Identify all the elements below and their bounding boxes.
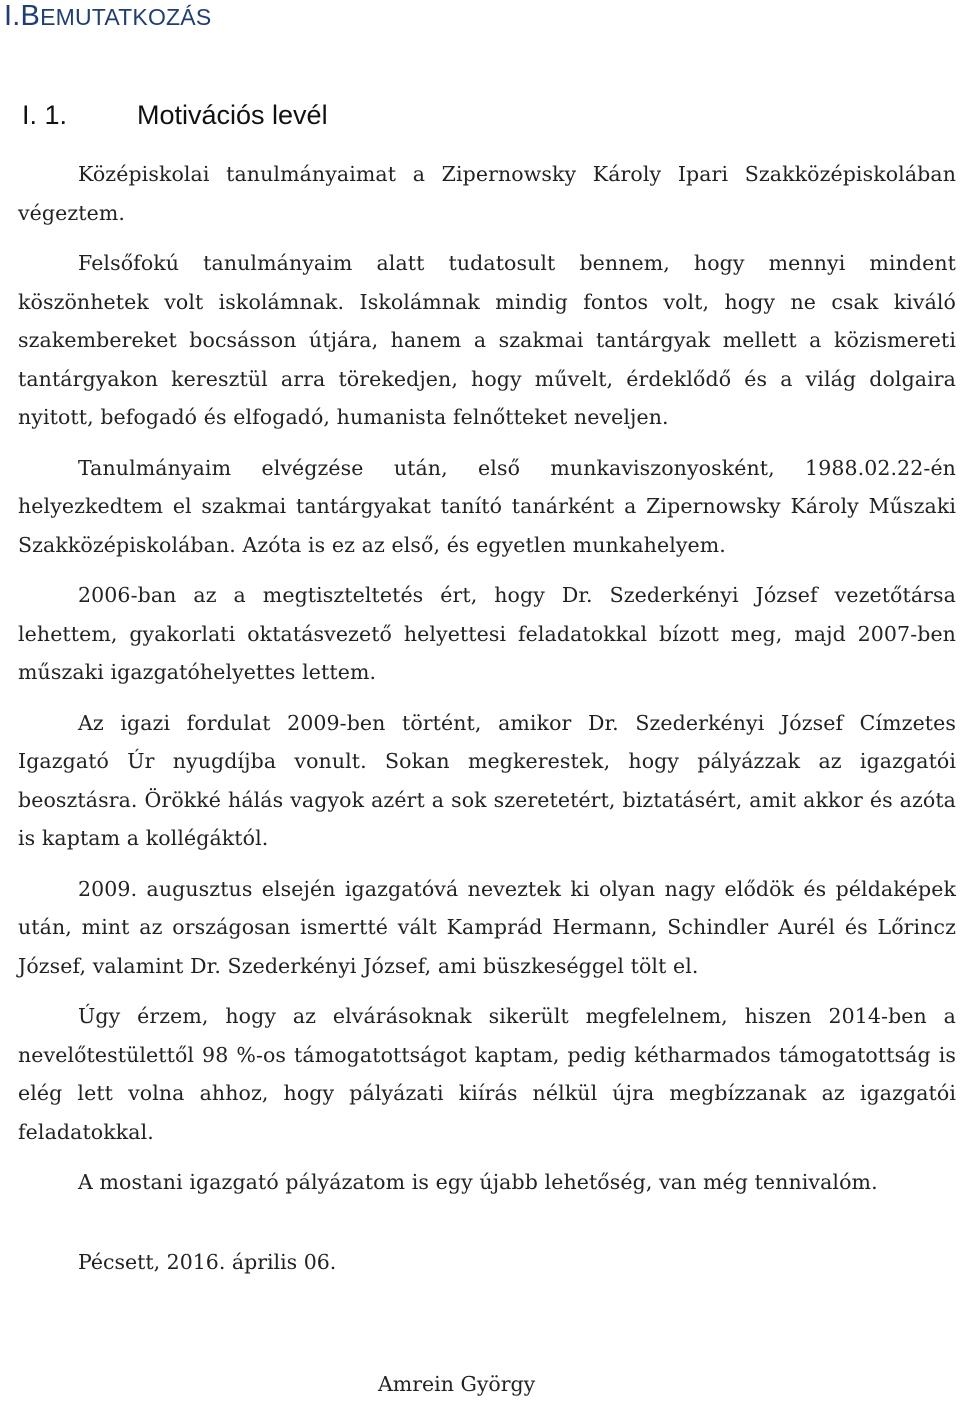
chapter-title-rest: EMUTATKOZÁS <box>40 4 212 30</box>
paragraph: Középiskolai tanulmányaimat a Zipernowsky Károly Ipari Szakközépiskolában végeztem. <box>18 162 956 225</box>
signature: Amrein György <box>378 1372 536 1396</box>
chapter-title <box>4 0 211 33</box>
chapter-number: I. <box>4 0 21 32</box>
letter-body <box>18 155 956 1214</box>
paragraph: 2006-ban az a megtiszteltetés ért, hogy Dr. Szederkényi József vezetőtársa lehettem, gyakorlati oktatásvezető helyettesi feladatokkal bízott meg, majd 2007-ben műszaki igazgatóhelyettes lettem. <box>18 583 956 684</box>
chapter-title-initial: B <box>20 0 41 32</box>
date-line: Pécsett, 2016. április 06. <box>78 1250 337 1274</box>
paragraph: Tanulmányaim elvégzése után, első munkaviszonyosként, 1988.02.22-én helyezkedtem el szakmai tantárgyakat tanító tanárként a Zipernowsky Károly Műszaki Szakközépiskolában. Azóta is ez az első, és egyetlen munkahelyem. <box>18 455 956 557</box>
section-number: I. 1. <box>22 100 68 130</box>
paragraph: 2009. augusztus elsején igazgatóvá neveztek ki olyan nagy elődök és példaképek után, mint az országosan ismertté vált Kamprád Hermann, Schindler Aurél és Lőrincz József, valamint Dr. Szederkényi József, ami büszkeséggel tölt el. <box>18 876 956 978</box>
section-heading <box>22 100 328 131</box>
section-title: Motivációs levél <box>137 100 328 130</box>
paragraph: A mostani igazgató pályázatom is egy újabb lehetőség, van még tennivalóm. <box>78 1170 878 1194</box>
paragraph: Felsőfokú tanulmányaim alatt tudatosult bennem, hogy mennyi mindent köszönhetek volt iskolámnak. Iskolámnak mindig fontos volt, hogy ne csak kiváló szakembereket bocsásson útjára, hanem a szakmai tantárgyak mellett a közismereti tantárgyakon keresztül arra törekedjen, hogy művelt, érdeklődő és a világ dolgaira nyitott, befogadó és elfogadó, humanista felnőtteket neveljen. <box>18 251 956 429</box>
paragraph: Úgy érzem, hogy az elvárásoknak sikerült megfelelnem, hiszen 2014-ben a nevelőtestülettől 98 %-os támogatottságot kaptam, pedig kétharmados támogatottság is elég lett volna ahhoz, hogy pályázati kiírás nélkül újra megbízzanak az igazgatói feladatokkal. <box>18 1004 956 1144</box>
paragraph: Az igazi fordulat 2009-ben történt, amikor Dr. Szederkényi József Címzetes Igazgató Úr nyugdíjba vonult. Sokan megkerestek, hogy pályázzak az igazgatói beosztásra. Örökké hálás vagyok azért a sok szeretetért, biztatásért, amit akkor és azóta is kaptam a kollégáktól. <box>18 710 956 850</box>
